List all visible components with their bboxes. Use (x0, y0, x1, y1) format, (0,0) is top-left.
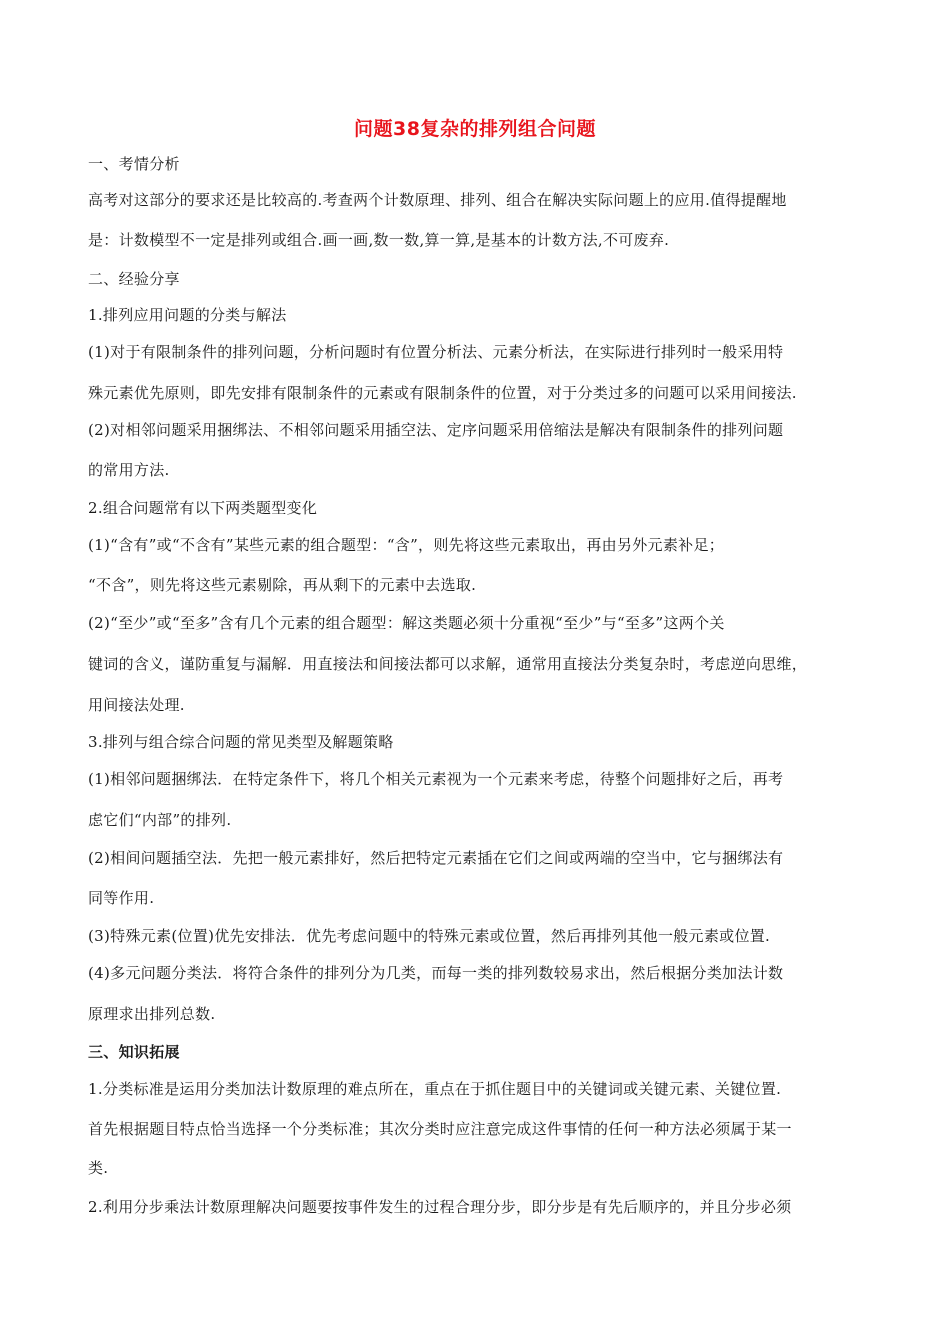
paragraph-line: (2)对相邻问题采用捆绑法、不相邻问题采用插空法、定序问题采用倍缩法是解决有限制条件的排列问题 (88, 421, 784, 439)
section-heading-analysis: 一、考情分析 (88, 155, 180, 173)
document-title: 问题38复杂的排列组合问题 (354, 118, 596, 140)
subheading-line: 1.排列应用问题的分类与解法 (88, 306, 287, 324)
paragraph-line: 是：计数模型不一定是排列或组合.画一画,数一数,算一算,是基本的计数方法,不可废弃. (88, 231, 670, 249)
paragraph-line: (2)“至少”或“至多”含有几个元素的组合题型：解这类题必须十分重视“至少”与“至多”这两个关 (88, 614, 725, 632)
paragraph-line: (1)“含有”或“不含有”某些元素的组合题型：“含”，则先将这些元素取出，再由另外元素补足； (88, 536, 725, 554)
paragraph-line: “不含”，则先将这些元素剔除，再从剩下的元素中去选取. (88, 576, 477, 594)
paragraph-line: (2)相间问题插空法．先把一般元素排好，然后把特定元素插在它们之间或两端的空当中，它与捆绑法有 (88, 849, 784, 867)
paragraph-line: (1)对于有限制条件的排列问题，分析问题时有位置分析法、元素分析法，在实际进行排列时一般采用特 (88, 343, 784, 361)
paragraph-line: (3)特殊元素(位置)优先安排法．优先考虑问题中的特殊元素或位置，然后再排列其他一般元素或位置. (88, 927, 771, 945)
paragraph-line: 2.利用分步乘法计数原理解决问题要按事件发生的过程合理分步，即分步是有先后顺序的，并且分步必须 (88, 1198, 792, 1216)
paragraph-line: (4)多元问题分类法．将符合条件的排列分为几类，而每一类的排列数较易求出，然后根据分类加法计数 (88, 964, 784, 982)
paragraph-line: 类. (88, 1159, 109, 1177)
paragraph-line: 键词的含义，谨防重复与漏解．用直接法和间接法都可以求解，通常用直接法分类复杂时，考虑逆向思维， (88, 655, 808, 673)
subheading-line: 2.组合问题常有以下两类题型变化 (88, 499, 318, 517)
paragraph-line: (1)相邻问题捆绑法．在特定条件下，将几个相关元素视为一个元素来考虑，待整个问题排好之后，再考 (88, 770, 784, 788)
paragraph-line: 高考对这部分的要求还是比较高的.考查两个计数原理、排列、组合在解决实际问题上的应用.值得提醒地 (88, 191, 787, 209)
paragraph-line: 1.分类标准是运用分类加法计数原理的难点所在，重点在于抓住题目中的关键词或关键元素、关键位置. (88, 1080, 782, 1098)
paragraph-line: 殊元素优先原则，即先安排有限制条件的元素或有限制条件的位置，对于分类过多的问题可以采用间接法. (88, 384, 797, 402)
paragraph-line: 原理求出排列总数. (88, 1005, 216, 1023)
section-heading-experience: 二、经验分享 (88, 270, 180, 288)
paragraph-line: 虑它们“内部”的排列. (88, 811, 232, 829)
section-heading-extension: 三、知识拓展 (88, 1043, 180, 1061)
subheading-line: 3.排列与组合综合问题的常见类型及解题策略 (88, 733, 394, 751)
paragraph-line: 用间接法处理. (88, 696, 185, 714)
paragraph-line: 同等作用. (88, 889, 155, 907)
paragraph-line: 的常用方法. (88, 461, 170, 479)
paragraph-line: 首先根据题目特点恰当选择一个分类标准；其次分类时应注意完成这件事情的任何一种方法必须属于某一 (88, 1120, 792, 1138)
